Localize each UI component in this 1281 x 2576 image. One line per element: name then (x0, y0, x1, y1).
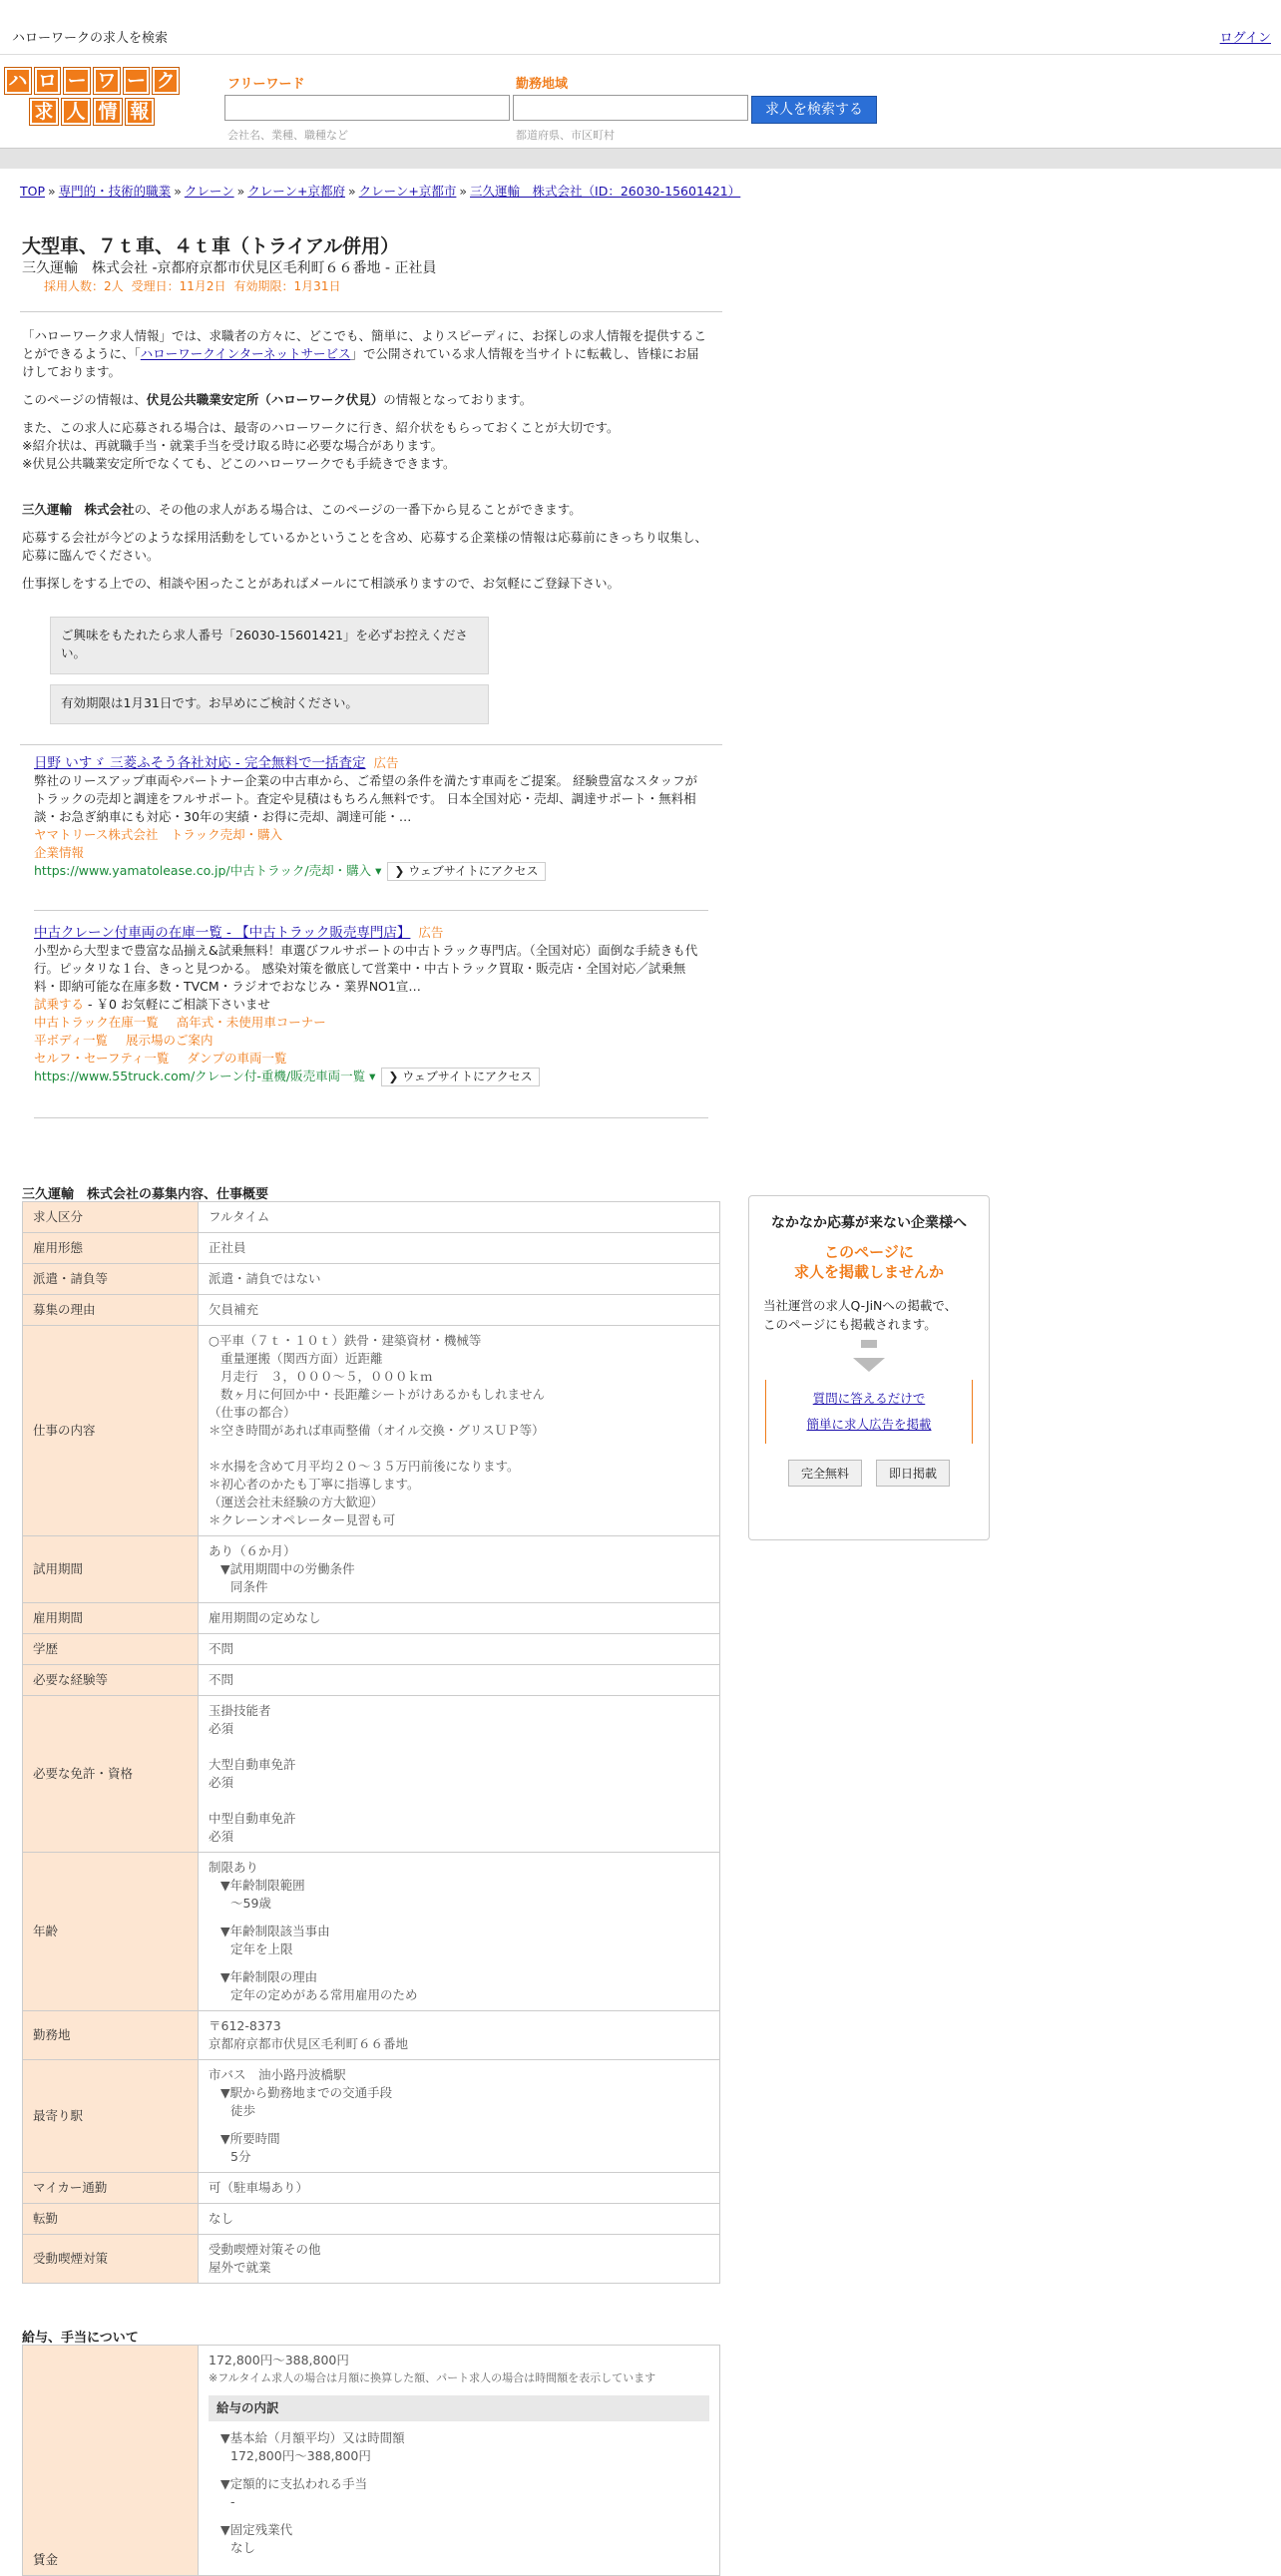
table-row: 受動喫煙対策 受動喫煙対策その他 屋外で就業 (23, 2235, 720, 2284)
logo-char: 求 (29, 98, 59, 126)
divider (34, 910, 708, 911)
intro-text (22, 327, 710, 603)
breadcrumb-prefecture[interactable]: クレーン+京都府 (247, 184, 345, 199)
job-title: 大型車、７ｔ車、４ｔ車（トライアル併用） (22, 235, 400, 257)
table-row: 仕事の内容 ○平車（７ｔ・１０ｔ）鉄骨・建築資材・機械等 重量運搬（関西方面）近距離 月走行 ３，０００～５，０００ｋｍ 数ヶ月に何回か中・長距離シートがけあるかもしれません （仕事の都合） ＊空き時間があれば車両整備（オイル交換・グリスＵＰ等） ＊水揚を含めて月平均２０～３５万円前後になります。 ＊初心者のかたも丁寧に指導します。 （運送会社未経験の方大歓迎） ＊クレーンオペレーター見習も可 (23, 1326, 720, 1536)
free-word-hint: 会社名、業種、職種など (227, 129, 348, 142)
table-row: 勤務地 〒612-8373 京都府京都市伏見区毛利町６６番地 (23, 2011, 720, 2060)
site-title: ハローワークの求人を検索 (12, 31, 169, 46)
visit-website-button[interactable]: ❯ ウェブサイトにアクセス (381, 1068, 539, 1086)
table-row: 求人区分 フルタイム (23, 1202, 720, 1233)
ad-sitelink[interactable]: 平ボディ一覧 (34, 1033, 109, 1048)
ad-tag: 広告 (418, 925, 444, 940)
hellowork-internet-link[interactable]: ハローワークインターネットサービス (140, 346, 351, 361)
search-header (0, 55, 1281, 147)
divider (20, 311, 722, 312)
down-arrow-icon (861, 1340, 877, 1348)
logo-char: 報 (125, 98, 155, 126)
free-button[interactable]: 完全無料 (788, 1460, 862, 1487)
ad-sitelink[interactable]: ダンプの車両一覧 (187, 1051, 287, 1066)
salary-note: ※フルタイム求人の場合は月額に換算した額、パート求人の場合は時間額を表示しています (209, 2371, 656, 2384)
promo-text: 当社運営の求人Q-JiNへの掲載で、 このページにも掲載されます。 (763, 1298, 958, 1332)
salary-breakdown-heading: 給与の内訳 (209, 2395, 709, 2421)
top-bar (0, 0, 1281, 55)
table-row: 学歴 不問 (23, 1634, 720, 1665)
employer-promo-box (748, 1195, 990, 1540)
down-arrow-icon (853, 1358, 885, 1372)
job-subtitle: 三久運輸 株式会社 -京都府京都市伏見区毛利町６６番地 - 正社員 (22, 260, 437, 276)
intro-paragraph: 「ハローワーク求人情報」では、求職者の方々に、どこでも、簡単に、よりスピーディに、お探しの求人情報を提供することができるように、「ハローワークインターネットサービス」で公開されている求人情報を当サイトに転載し、皆様にお届けしております。 (22, 328, 707, 379)
intro-paragraph: このページの情報は、伏見公共職業安定所（ハローワーク伏見）の情報となっております。 (22, 392, 533, 407)
ad-sitelink[interactable]: ヤマトリース株式会社 トラック売却・購入 (34, 827, 283, 842)
table-row: 募集の理由 欠員補充 (23, 1295, 720, 1326)
ad-sitelink[interactable]: 企業情報 (34, 845, 85, 860)
ad-url[interactable]: https://www.55truck.com/クレーン付-重機/販売車両一覧 (34, 1069, 366, 1083)
logo-char: 人 (61, 98, 91, 126)
ad-sitelink[interactable]: 高年式・未使用車コーナー (176, 1015, 326, 1030)
table-row: マイカー通勤 可（駐車場あり） (23, 2173, 720, 2204)
visit-website-button[interactable]: ❯ ウェブサイトにアクセス (387, 862, 545, 881)
breadcrumb-category[interactable]: 専門的・技術的職業 (58, 184, 172, 199)
hellowork-logo[interactable] (4, 67, 180, 125)
intro-paragraph: 応募する会社が今どのような採用活動をしているかということを含め、応募する企業様の情報は応募前にきっちり収集し、応募に臨んでください。 (22, 530, 708, 563)
ad-url[interactable]: https://www.yamatolease.co.jp/中古トラック/売却・購入 (34, 863, 372, 878)
salary-heading: 給与、手当について (22, 2331, 139, 2346)
salary-key: 賃金 (23, 2346, 199, 2576)
header-divider (0, 148, 1281, 169)
salary-range: 172,800円〜388,800円 (209, 2353, 349, 2367)
ad-tag: 広告 (373, 755, 399, 770)
ad-block: 日野 いすゞ 三菱ふそう各社対応 - 完全無料で一括査定 広告 弊社のリースアップ車両やパートナー企業の中古車から、ご希望の条件を満たす車両をご提案。 経験豊富なスタッフがトラックの売却と調達をフルサポート。査定や見積はもちろん無料です。 日本全国対応・売却、調達サポート・無料相談・お急ぎ納車にも対応・30年の実績・お得に売却、調達可能・… ヤマトリース株式会社 トラック売却・購入 企業情報 https://www.yamatolease.co.jp/中古トラック/売却・購入 ▾ ❯ ウェブサイトにアクセス (34, 754, 708, 881)
intro-paragraph: また、この求人に応募される場合は、最寄のハローワークに行き、紹介状をもらっておくことが大切です。 ※紹介状は、再就職手当・就業手当を受け取る時に必要な場合があります。 ※伏見公共職業安定所でなくても、どこのハローワークでも手続きできます。 (22, 420, 620, 471)
promo-link-question[interactable]: 質問に答えるだけで (812, 1391, 926, 1406)
table-row: 試用期間 あり（６か月） ▼試用期間中の労働条件 同条件 (23, 1536, 720, 1603)
table-row: 年齢 制限あり ▼年齢制限範囲 〜59歳 ▼年齢制限該当事由 定年を上限 ▼年齢制限の理由 定年の定めがある常用雇用のため (23, 1853, 720, 2011)
table-row: 転勤 なし (23, 2204, 720, 2235)
breadcrumb-top[interactable]: TOP (20, 184, 46, 199)
ad-promo-link[interactable]: 試乗する (34, 997, 85, 1012)
breadcrumb-city[interactable]: クレーン+京都市 (358, 184, 457, 199)
breadcrumb: TOP » 専門的・技術的職業 » クレーン » クレーン+京都府 » クレーン+京都市 » 三久運輸 株式会社（ID：26030-15601421） (20, 184, 741, 199)
promo-link-post[interactable]: 簡単に求人広告を掲載 (806, 1417, 932, 1432)
search-button[interactable]: 求人を検索する (751, 96, 877, 124)
promo-offer: このページに 求人を掲載しませんか (793, 1243, 944, 1281)
divider (20, 744, 722, 745)
breadcrumb-occupation[interactable]: クレーン (184, 184, 234, 199)
ad-block: 中古クレーン付車両の在庫一覧 - 【中古トラック販売専門店】 広告 小型から大型まで豊富な品揃え&試乗無料！車選びフルサポートの中古トラック専門店。（全国対応）面倒な手続きも代行。ピッタリな１台、きっと見つかる。 感染対策を徹底して営業中・中古トラック買取・販売店・全国対応／試乗無料・即納可能な在庫多数・TVCM・ラジオでおなじみ・業界NO1宣… 試乗する - ￥0 お気軽にご相談下さいませ 中古トラック在庫一覧 高年式・未使用車コーナー 平ボディ一覧 展示場のご案内 セルフ・セーフティ一覧 ダンプの車両一覧 https://www.55truck.com/クレーン付-重機/販売車両一覧 ▾ ❯ ウェブサイトにアクセス (34, 924, 708, 1086)
area-label: 勤務地域 (516, 77, 569, 92)
expiry-notice: 有効期限は1月31日です。お早めにご検討ください。 (50, 684, 489, 724)
job-meta (44, 277, 348, 294)
logo-char: ハ (4, 67, 32, 95)
table-row: 最寄り駅 市バス 油小路丹波橋駅 ▼駅から勤務地までの交通手段 徒歩 ▼所要時間 5分 (23, 2060, 720, 2173)
free-word-input[interactable] (224, 95, 510, 121)
logo-char: ー (123, 67, 151, 95)
promo-heading: なかなか応募が来ない企業様へ (771, 1215, 967, 1231)
same-day-button[interactable]: 即日掲載 (876, 1460, 950, 1487)
ad-sitelink[interactable]: 中古トラック在庫一覧 (34, 1015, 159, 1030)
job-details-table (22, 1201, 720, 2284)
table-row: 雇用形態 正社員 (23, 1233, 720, 1264)
work-content: ○平車（７ｔ・１０ｔ）鉄骨・建築資材・機械等 重量運搬（関西方面）近距離 月走行 ３，０００～５，０００ｋｍ 数ヶ月に何回か中・長距離シートがけあるかもしれません （仕事の都合） ＊空き時間があれば車両整備（オイル交換・グリスＵＰ等） ＊水揚を含めて月平均２０～３５万円前後になります。 ＊初心者のかたも丁寧に指導します。 （運送会社未経験の方大歓迎） ＊クレーンオペレーター見習も可 (199, 1326, 720, 1536)
ad-sitelink[interactable]: セルフ・セーフティ一覧 (34, 1051, 170, 1066)
login-link[interactable]: ログイン (1219, 31, 1271, 46)
table-row: 雇用期間 雇用期間の定めなし (23, 1603, 720, 1634)
promo-links (765, 1380, 973, 1444)
ad-body: 小型から大型まで豊富な品揃え&試乗無料！車選びフルサポートの中古トラック専門店。（全国対応）面倒な手続きも代行。ピッタリな１台、きっと見つかる。 感染対策を徹底して営業中・中古トラック買取・販売店・全国対応／試乗無料・即納可能な在庫多数・TVCM・ラジオでおなじみ・業界NO1宣… (34, 943, 698, 994)
ad-body: 弊社のリースアップ車両やパートナー企業の中古車から、ご希望の条件を満たす車両をご提案。 経験豊富なスタッフがトラックの売却と調達をフルサポート。査定や見積はもちろん無料です。 日本全国対応・売却、調達サポート・無料相談・お急ぎ納車にも対応・30年の実績・お得に売却、調達可能・… (34, 773, 697, 824)
table-row: 派遣・請負等 派遣・請負ではない (23, 1264, 720, 1295)
logo-char: 情 (93, 98, 123, 126)
ad-title-link[interactable]: 中古クレーン付車両の在庫一覧 - 【中古トラック販売専門店】 (34, 925, 411, 941)
logo-char: ワ (93, 67, 121, 95)
breadcrumb-company[interactable]: 三久運輸 株式会社（ID：26030-15601421） (470, 184, 741, 199)
salary-table (22, 2345, 720, 2576)
ad-sitelink[interactable]: 展示場のご案内 (126, 1033, 214, 1048)
table-row: 必要な免許・資格 玉掛技能者 必須 大型自動車免許 必須 中型自動車免許 必須 (23, 1696, 720, 1853)
area-hint: 都道府県、市区町村 (516, 129, 615, 142)
logo-char: ク (152, 67, 180, 95)
job-number-notice: ご興味をもたれたら求人番号「26030-15601421」を必ずお控えください。 (50, 617, 489, 674)
free-word-label: フリーワード (227, 77, 305, 92)
area-input[interactable] (513, 95, 748, 121)
ad-title-link[interactable]: 日野 いすゞ 三菱ふそう各社対応 - 完全無料で一括査定 (34, 755, 366, 771)
table-row: 賃金 172,800円〜388,800円 ※フルタイム求人の場合は月額に換算した額、パート求人の場合は時間額を表示しています 給与の内訳 ▼基本給（月額平均）又は時間額 172,800円〜388,800円 ▼定額的に支払われる手当 - ▼固定残業代 なし (23, 2346, 720, 2576)
logo-char: ロ (34, 67, 62, 95)
divider (34, 1117, 708, 1118)
table-row: 必要な経験等 不問 (23, 1665, 720, 1696)
details-heading: 三久運輸 株式会社の募集内容、仕事概要 (22, 1187, 269, 1202)
intro-paragraph: 仕事探しをする上での、相談や困ったことがあればメールにて相談承りますので、お気軽にご登録下さい。 (22, 576, 621, 591)
hires-count: 採用人数：2人 (44, 279, 124, 293)
logo-char: ー (63, 67, 91, 95)
expiry-date: 有効期限：1月31日 (233, 279, 341, 293)
ad-promo-text: - ￥0 お気軽にご相談下さいませ (84, 997, 270, 1012)
intro-paragraph: 三久運輸 株式会社の、その他の求人がある場合は、このページの一番下から見ることができます。 (22, 502, 582, 517)
received-date: 受理日：11月2日 (131, 279, 226, 293)
